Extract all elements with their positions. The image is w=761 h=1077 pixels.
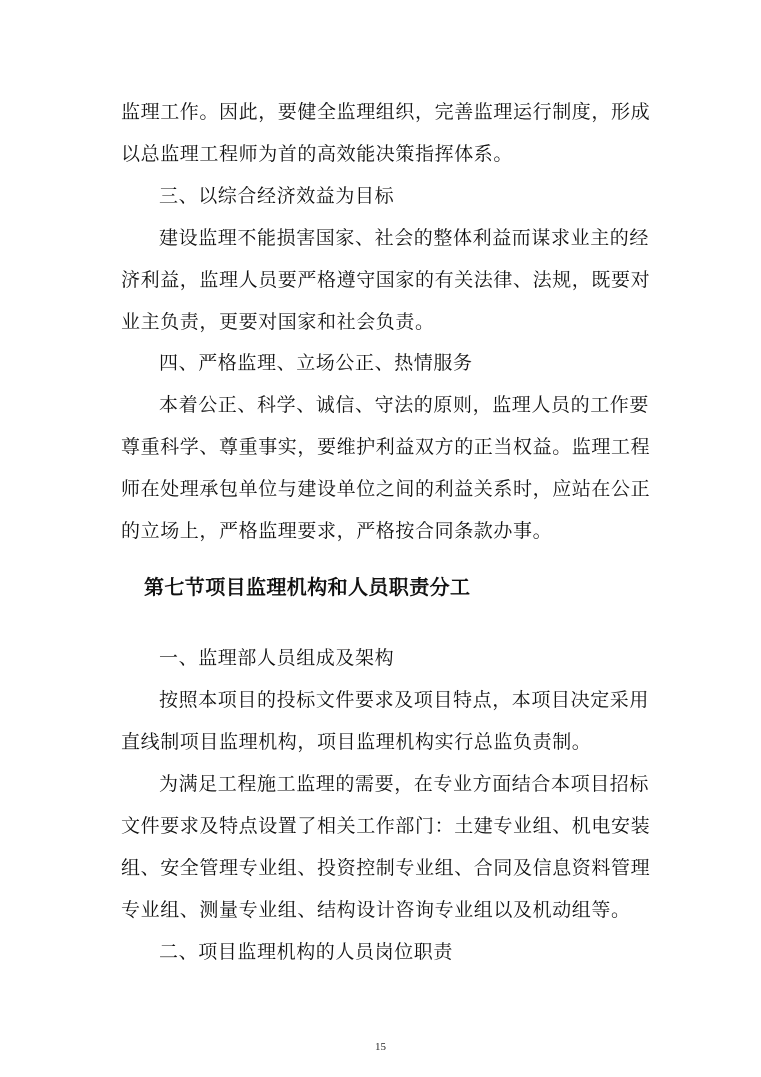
paragraph-line: 文件要求及特点设置了相关工作部门：土建专业组、机电安装	[121, 815, 651, 837]
subheading-strict-supervision: 四、严格监理、立场公正、热情服务	[159, 352, 473, 374]
paragraph-line: 专业组、测量专业组、结构设计咨询专业组以及机动组等。	[121, 899, 631, 921]
paragraph-line: 为满足工程施工监理的需要，在专业方面结合本项目招标	[159, 773, 650, 795]
subheading-position-duties: 二、项目监理机构的人员岗位职责	[159, 941, 454, 963]
paragraph-line: 建设监理不能损害国家、社会的整体利益而谋求业主的经	[159, 227, 650, 249]
paragraph-line: 师在处理承包单位与建设单位之间的利益关系时，应站在公正	[121, 478, 651, 500]
paragraph-line: 以总监理工程师为首的高效能决策指挥体系。	[121, 143, 514, 165]
paragraph-line: 本着公正、科学、诚信、守法的原则，监理人员的工作要	[159, 394, 650, 416]
paragraph-line: 组、安全管理专业组、投资控制专业组、合同及信息资料管理	[121, 857, 651, 879]
paragraph-line: 直线制项目监理机构，项目监理机构实行总监负责制。	[121, 731, 592, 753]
page-number: 15	[375, 1041, 386, 1053]
paragraph-line: 尊重科学、尊重事实，要维护利益双方的正当权益。监理工程	[121, 436, 651, 458]
paragraph-line: 的立场上，严格监理要求，严格按合同条款办事。	[121, 520, 553, 542]
section-heading: 第七节项目监理机构和人员职责分工	[144, 575, 471, 599]
subheading-staff-structure: 一、监理部人员组成及架构	[159, 647, 395, 669]
paragraph-line: 济利益，监理人员要严格遵守国家的有关法律、法规，既要对	[121, 269, 651, 291]
subheading-comprehensive-benefit: 三、以综合经济效益为目标	[159, 185, 395, 207]
paragraph-line: 按照本项目的投标文件要求及项目特点，本项目决定采用	[159, 689, 650, 711]
paragraph-line: 监理工作。因此，要健全监理组织，完善监理运行制度，形成	[121, 101, 651, 123]
paragraph-line: 业主负责，更要对国家和社会负责。	[121, 311, 435, 333]
